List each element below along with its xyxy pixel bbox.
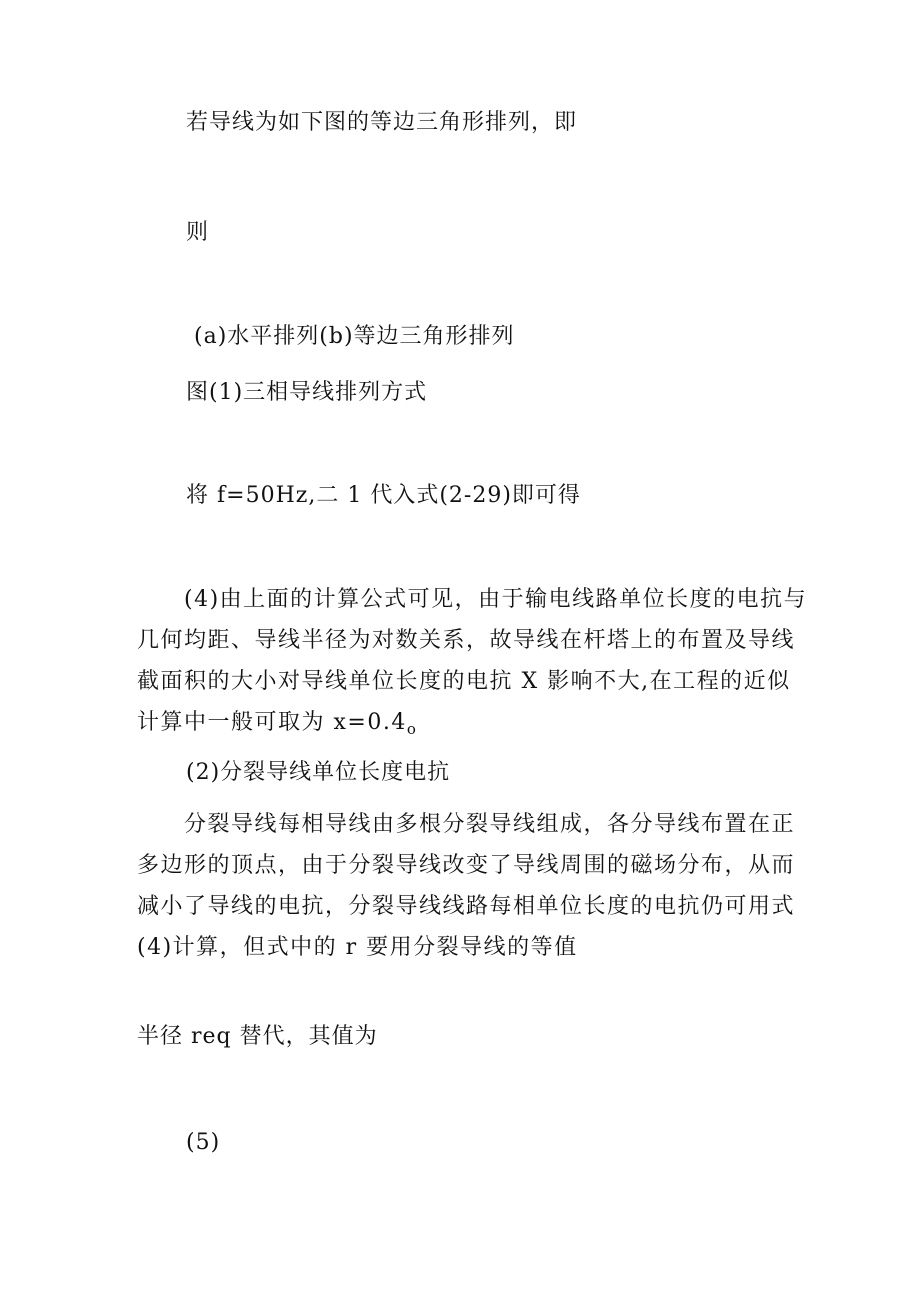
paragraph-line: 截面积的大小对导线单位长度的电抗 X 影响不大,在工程的近似 bbox=[137, 669, 791, 694]
figure-subcaption: (a)水平排列(b)等边三角形排列 bbox=[194, 324, 515, 349]
text-line-intro: 若导线为如下图的等边三角形排列，即 bbox=[186, 110, 578, 135]
paragraph-line-text: 计算中一般可取为 x=0.4 bbox=[137, 710, 407, 735]
paragraph-line: 几何均距、导线半径为对数关系，故导线在杆塔上的布置及导线 bbox=[137, 628, 796, 653]
paragraph-line bbox=[137, 702, 797, 750]
text-line-radius: 半径 req 替代，其值为 bbox=[137, 1024, 378, 1049]
text-line-substitute: 将 f=50Hz,二 1 代入式(2-29)即可得 bbox=[186, 483, 581, 508]
paragraph-line: 多边形的顶点，由于分裂导线改变了导线周围的磁场分布，从而 bbox=[137, 853, 796, 878]
paragraph-line: 减小了导线的电抗，分裂导线线路每相单位长度的电抗仍可用式 bbox=[137, 894, 796, 919]
paragraph-line: (4)由上面的计算公式可见，由于输电线路单位长度的电抗与 bbox=[184, 587, 808, 612]
figure-caption: 图(1)三相导线排列方式 bbox=[186, 380, 428, 405]
paragraph-line: (4)计算，但式中的 r 要用分裂导线的等值 bbox=[137, 935, 578, 960]
equation-number: (5) bbox=[186, 1130, 221, 1155]
text-line-then: 则 bbox=[186, 220, 210, 245]
section-heading-split-conductor: (2)分裂导线单位长度电抗 bbox=[186, 760, 451, 785]
subscript-o: o bbox=[406, 720, 418, 738]
paragraph-line: 分裂导线每相导线由多根分裂导线组成，各分导线布置在正 bbox=[184, 812, 796, 837]
paragraph-reactance-note bbox=[137, 579, 808, 750]
paragraph-split-conductor bbox=[137, 804, 797, 968]
